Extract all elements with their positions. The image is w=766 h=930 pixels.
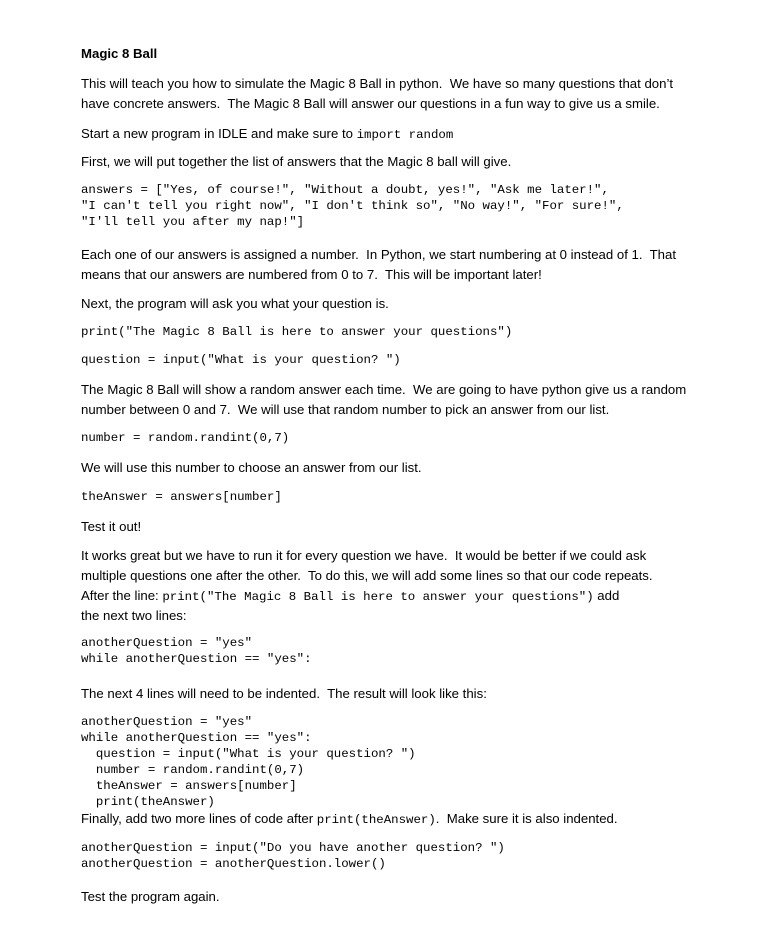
answers-code-line-2: "I can't tell you right now", "I don't think so", "No way!", "For sure!", xyxy=(81,199,624,213)
numbering-line-1: Each one of our answers is assigned a number. In Python, we start numbering at 0 instead of 1. That xyxy=(81,247,677,262)
choose-paragraph: We will use this number to choose an answer from our list. xyxy=(81,460,422,475)
answers-code-line-3: "I'll tell you after my nap!"] xyxy=(81,215,305,229)
start-text: Start a new program in IDLE and make sure to xyxy=(81,126,357,141)
final-code-line-2: anotherQuestion = anotherQuestion.lower() xyxy=(81,857,386,871)
test-it-out: Test it out! xyxy=(81,519,142,534)
repeat-inline-code: print("The Magic 8 Ball is here to answer your questions") xyxy=(162,590,594,604)
test-again: Test the program again. xyxy=(81,889,220,904)
repeat-line-4: the next two lines: xyxy=(81,608,187,623)
start-paragraph xyxy=(81,124,453,145)
print-code: print("The Magic 8 Ball is here to answer your questions") xyxy=(81,325,513,339)
theanswer-code: theAnswer = answers[number] xyxy=(81,490,282,504)
page-title: Magic 8 Ball xyxy=(81,46,158,61)
repeat-line-3-before: After the line: xyxy=(81,588,163,603)
first-paragraph: First, we will put together the list of answers that the Magic 8 ball will give. xyxy=(81,154,512,169)
indent-paragraph: The next 4 lines will need to be indented. The result will look like this: xyxy=(81,686,487,701)
loop-code-line-2: while anotherQuestion == "yes": xyxy=(81,652,312,666)
random-line-1: The Magic 8 Ball will show a random answer each time. We are going to have python give us a random xyxy=(81,382,687,397)
loop-code-line-1: anotherQuestion = "yes" xyxy=(81,636,253,650)
repeat-line-3-after: add xyxy=(593,588,620,603)
answers-code-line-1: answers = ["Yes, of course!", "Without a doubt, yes!", "Ask me later!", xyxy=(81,183,609,197)
number-code: number = random.randint(0,7) xyxy=(81,431,290,445)
final-code-line-1: anotherQuestion = input("Do you have another question? ") xyxy=(81,841,505,855)
result-code-line-3: question = input("What is your question? ") xyxy=(81,747,416,761)
intro-line-1: This will teach you how to simulate the Magic 8 Ball in python. We have so many questions that don’t xyxy=(81,76,674,91)
numbering-line-2: means that our answers are numbered from 0 to 7. This will be important later! xyxy=(81,267,542,282)
repeat-line-3 xyxy=(81,586,619,607)
finally-inline-code: print(theAnswer) xyxy=(316,813,436,827)
result-code-line-1: anotherQuestion = "yes" xyxy=(81,715,253,729)
finally-before: Finally, add two more lines of code after xyxy=(81,811,317,826)
intro-line-2: have concrete answers. The Magic 8 Ball will answer our questions in a fun way to give us a smile. xyxy=(81,96,660,111)
result-code-line-2: while anotherQuestion == "yes": xyxy=(81,731,312,745)
result-code-line-4: number = random.randint(0,7) xyxy=(81,763,305,777)
import-inline-code: import random xyxy=(356,128,454,142)
finally-after: . Make sure it is also indented. xyxy=(435,811,618,826)
repeat-line-2: multiple questions one after the other. To do this, we will add some lines so that our code repeats. xyxy=(81,568,653,583)
result-code-line-5: theAnswer = answers[number] xyxy=(81,779,297,793)
random-line-2: number between 0 and 7. We will use that random number to pick an answer from our list. xyxy=(81,402,610,417)
finally-paragraph xyxy=(81,809,618,830)
repeat-line-1: It works great but we have to run it for every question we have. It would be better if we could ask xyxy=(81,548,647,563)
next-paragraph: Next, the program will ask you what your question is. xyxy=(81,296,389,311)
question-code: question = input("What is your question? ") xyxy=(81,353,401,367)
result-code-line-6: print(theAnswer) xyxy=(81,795,215,809)
